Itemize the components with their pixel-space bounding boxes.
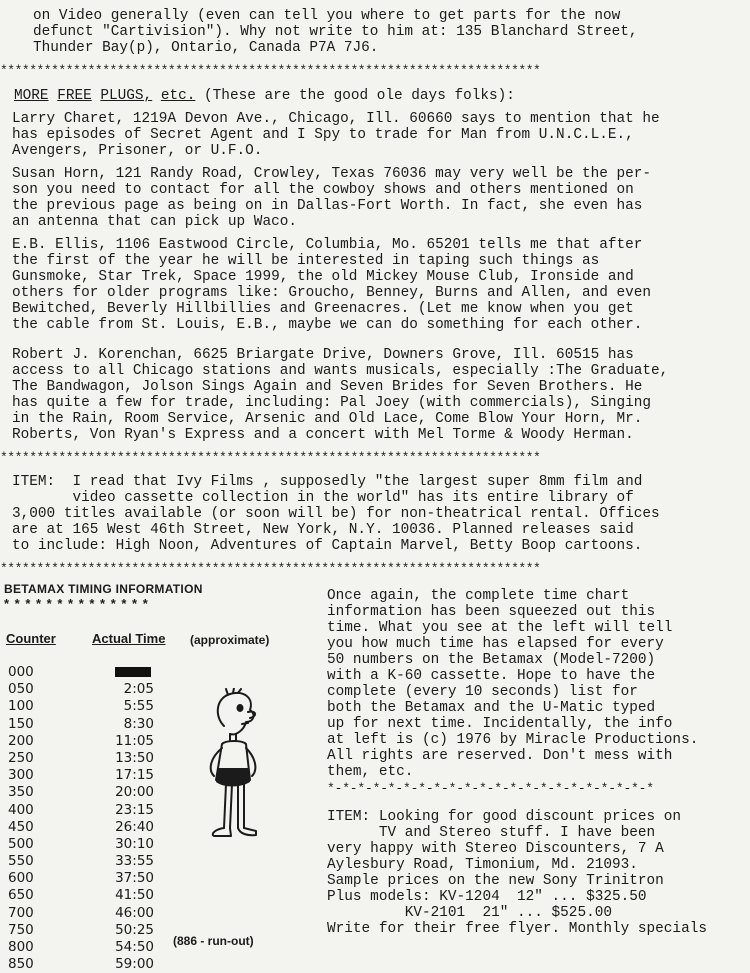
betamax-note-line: them, etc. — [327, 764, 414, 780]
timing-row — [8, 698, 154, 715]
item2-line: KV-2101 21" ... $525.00 — [327, 905, 612, 921]
star-separator: ************************************************************************** — [0, 450, 541, 465]
star-separator: ************************************************************************** — [0, 561, 541, 576]
timing-row — [8, 715, 154, 733]
counter-value: 100 — [8, 698, 34, 715]
item-line: to include: High Noon, Adventures of Captain Marvel, Betty Boop cartoons. — [12, 538, 643, 554]
timing-row — [8, 887, 154, 904]
time-value: 50:25 — [115, 921, 154, 938]
time-value: 8:30 — [123, 715, 154, 732]
timing-row — [8, 784, 154, 801]
counter-header: Counter — [6, 631, 56, 646]
timing-row — [8, 749, 154, 767]
time-value: 30:10 — [115, 835, 154, 852]
heading-rest: (These are the good ole days folks): — [204, 88, 515, 104]
item-line: 3,000 titles available (or soon will be) for non-theatrical rental. Offices — [12, 506, 660, 522]
betamax-table — [8, 664, 154, 973]
time-value: 5:55 — [123, 698, 154, 715]
betamax-note-line: both the Betamax and the U-Matic typed — [327, 700, 656, 716]
timing-row — [8, 664, 148, 681]
time-value: 17:15 — [115, 767, 154, 784]
time-value: 37:50 — [115, 870, 154, 887]
time-value: 54:50 — [115, 939, 154, 955]
betamax-note-line: up for next time. Incidentally, the info — [327, 716, 673, 732]
redacted-time-block — [115, 667, 151, 677]
betamax-title: BETAMAX TIMING INFORMATION — [4, 582, 203, 596]
plug-line: access to all Chicago stations and wants musicals, especially :The Graduate, — [12, 363, 669, 379]
time-value: 13:50 — [115, 749, 154, 766]
heading-word: PLUGS, — [100, 88, 153, 104]
heading-word: FREE — [57, 88, 92, 104]
time-value: 33:55 — [115, 853, 154, 870]
counter-value: 350 — [8, 784, 34, 801]
plugs-heading — [14, 88, 515, 104]
timing-row — [8, 956, 154, 973]
timing-row — [8, 732, 154, 750]
plug-line: Robert J. Korenchan, 6625 Briargate Drive, Downers Grove, Ill. 60515 has — [12, 347, 634, 363]
counter-value: 150 — [8, 715, 34, 732]
time-value: 26:40 — [115, 818, 154, 835]
betamax-note-line: All rights are reserved. Don't mess with — [327, 748, 673, 764]
timing-row — [8, 818, 154, 836]
counter-value: 300 — [8, 767, 34, 784]
betamax-note-line: time. What you see at the left will tell — [327, 620, 673, 636]
counter-value: 000 — [8, 664, 34, 680]
plug-line: Larry Charet, 1219A Devon Ave., Chicago, Ill. 60660 says to mention that he — [12, 111, 660, 127]
betamax-title-stars: * * * * * * * * * * * * * * — [4, 596, 149, 611]
item2-line: Plus models: KV-1204 12" ... $325.50 — [327, 889, 647, 905]
plug-line: in the Rain, Room Service, Arsenic and Old Lace, Come Blow Your Horn, Mr. — [12, 411, 643, 427]
timing-row — [8, 921, 154, 939]
time-value: 59:00 — [115, 956, 154, 973]
plug-line: has quite a few for trade, including: Pal Joey (with commercials), Singing — [12, 395, 652, 411]
plug-line: Avengers, Prisoner, or U.F.O. — [12, 143, 263, 159]
intro-line-2: defunct "Cartivision"). Why not write to him at: 135 Blanchard Street, — [33, 24, 638, 40]
time-value: 46:00 — [115, 904, 154, 921]
betamax-note-line: with a K-60 cassette. Hope to have the — [327, 668, 656, 684]
plug-line: Roberts, Von Ryan's Express and a concert with Mel Torme & Woody Herman. — [12, 427, 634, 443]
counter-value: 600 — [8, 870, 34, 887]
timing-row — [8, 870, 154, 887]
heading-word: MORE — [14, 88, 49, 104]
plug-line: has episodes of Secret Agent and I Spy to trade for Man from U.N.C.L.E., — [12, 127, 634, 143]
timing-row — [8, 801, 154, 819]
item2-line: ITEM: Looking for good discount prices on — [327, 809, 682, 825]
timing-row — [8, 767, 154, 784]
timing-row — [8, 904, 154, 922]
item2-line: TV and Stereo stuff. I have been — [327, 825, 656, 841]
item-line: are at 165 West 46th Street, New York, N.Y. 10036. Planned releases said — [12, 522, 634, 538]
time-value: 41:50 — [115, 887, 154, 904]
item2-line: very happy with Stereo Discounters, 7 A — [327, 841, 664, 857]
timing-row — [8, 939, 154, 956]
plug-line: son you need to contact for all the cowboy shows and others mentioned on — [12, 182, 634, 198]
counter-value: 800 — [8, 939, 34, 955]
counter-value: 700 — [8, 904, 34, 921]
item2-line: Write for their free flyer. Monthly specials — [327, 921, 707, 937]
plug-line: an antenna that can pick up Waco. — [12, 214, 297, 230]
dash-separator: *-*-*-*-*-*-*-*-*-*-*-*-*-*-*-*-*-*-*-*-*-* — [327, 781, 654, 796]
betamax-note-line: Once again, the complete time chart — [327, 588, 630, 604]
timing-row — [8, 681, 154, 698]
intro-line-1: on Video generally (even can tell you where to get parts for the now — [33, 8, 621, 24]
counter-value: 500 — [8, 835, 34, 852]
time-value: 20:00 — [115, 784, 154, 801]
approximate-label: (approximate) — [190, 633, 270, 647]
star-separator: ************************************************************************** — [0, 63, 541, 78]
plug-line: the first of the year he will be interested in taping such things as — [12, 253, 600, 269]
counter-value: 750 — [8, 921, 34, 938]
counter-value: 550 — [8, 853, 34, 870]
counter-value: 850 — [8, 956, 34, 973]
betamax-note-line: complete (every 10 seconds) list for — [327, 684, 638, 700]
plug-line: Gunsmoke, Star Trek, Space 1999, the old Mickey Mouse Club, Ironside and — [12, 269, 634, 285]
betamax-note-line: you how much time has elapsed for every — [327, 636, 664, 652]
plug-line: Bewitched, Beverly Hillbillies and Greenacres. (Let me know when you get — [12, 301, 634, 317]
plug-line: the cable from St. Louis, E.B., maybe we can do something for each other. — [12, 317, 643, 333]
time-value: 23:15 — [115, 801, 154, 818]
item2-line: Sample prices on the new Sony Trinitron — [327, 873, 664, 889]
actual-time-header: Actual Time — [92, 631, 166, 646]
plug-line: the previous page as being on in Dallas-Fort Worth. In fact, she even has — [12, 198, 643, 214]
betamax-note-line: at left is (c) 1976 by Miracle Productions. — [327, 732, 699, 748]
runout-label: (886 - run-out) — [173, 934, 254, 948]
intro-line-3: Thunder Bay(p), Ontario, Canada P7A 7J6. — [33, 40, 379, 56]
betamax-note-line: 50 numbers on the Betamax (Model-7200) — [327, 652, 656, 668]
time-value: 11:05 — [115, 732, 154, 749]
item2-line: Aylesbury Road, Timonium, Md. 21093. — [327, 857, 638, 873]
counter-value: 650 — [8, 887, 34, 904]
time-value: 2:05 — [123, 681, 154, 698]
cartoon-figure-illustration — [200, 688, 270, 858]
plug-line: The Bandwagon, Jolson Sings Again and Seven Brides for Seven Brothers. He — [12, 379, 643, 395]
betamax-note-line: information has been squeezed out this — [327, 604, 656, 620]
plug-line: others for older programs like: Groucho, Benney, Burns and Allen, and even — [12, 285, 652, 301]
counter-value: 450 — [8, 818, 34, 835]
plug-line: E.B. Ellis, 1106 Eastwood Circle, Columbia, Mo. 65201 tells me that after — [12, 237, 643, 253]
item-line: video cassette collection in the world" has its entire library of — [12, 490, 634, 506]
item-line: ITEM: I read that Ivy Films , supposedly "the largest super 8mm film and — [12, 474, 643, 490]
heading-word: etc. — [160, 88, 196, 104]
counter-value: 400 — [8, 801, 34, 818]
counter-value: 200 — [8, 732, 34, 749]
counter-value: 250 — [8, 749, 34, 766]
plug-line: Susan Horn, 121 Randy Road, Crowley, Texas 76036 may very well be the per- — [12, 166, 652, 182]
timing-row — [8, 853, 154, 870]
timing-row — [8, 835, 154, 853]
counter-value: 050 — [8, 681, 34, 698]
